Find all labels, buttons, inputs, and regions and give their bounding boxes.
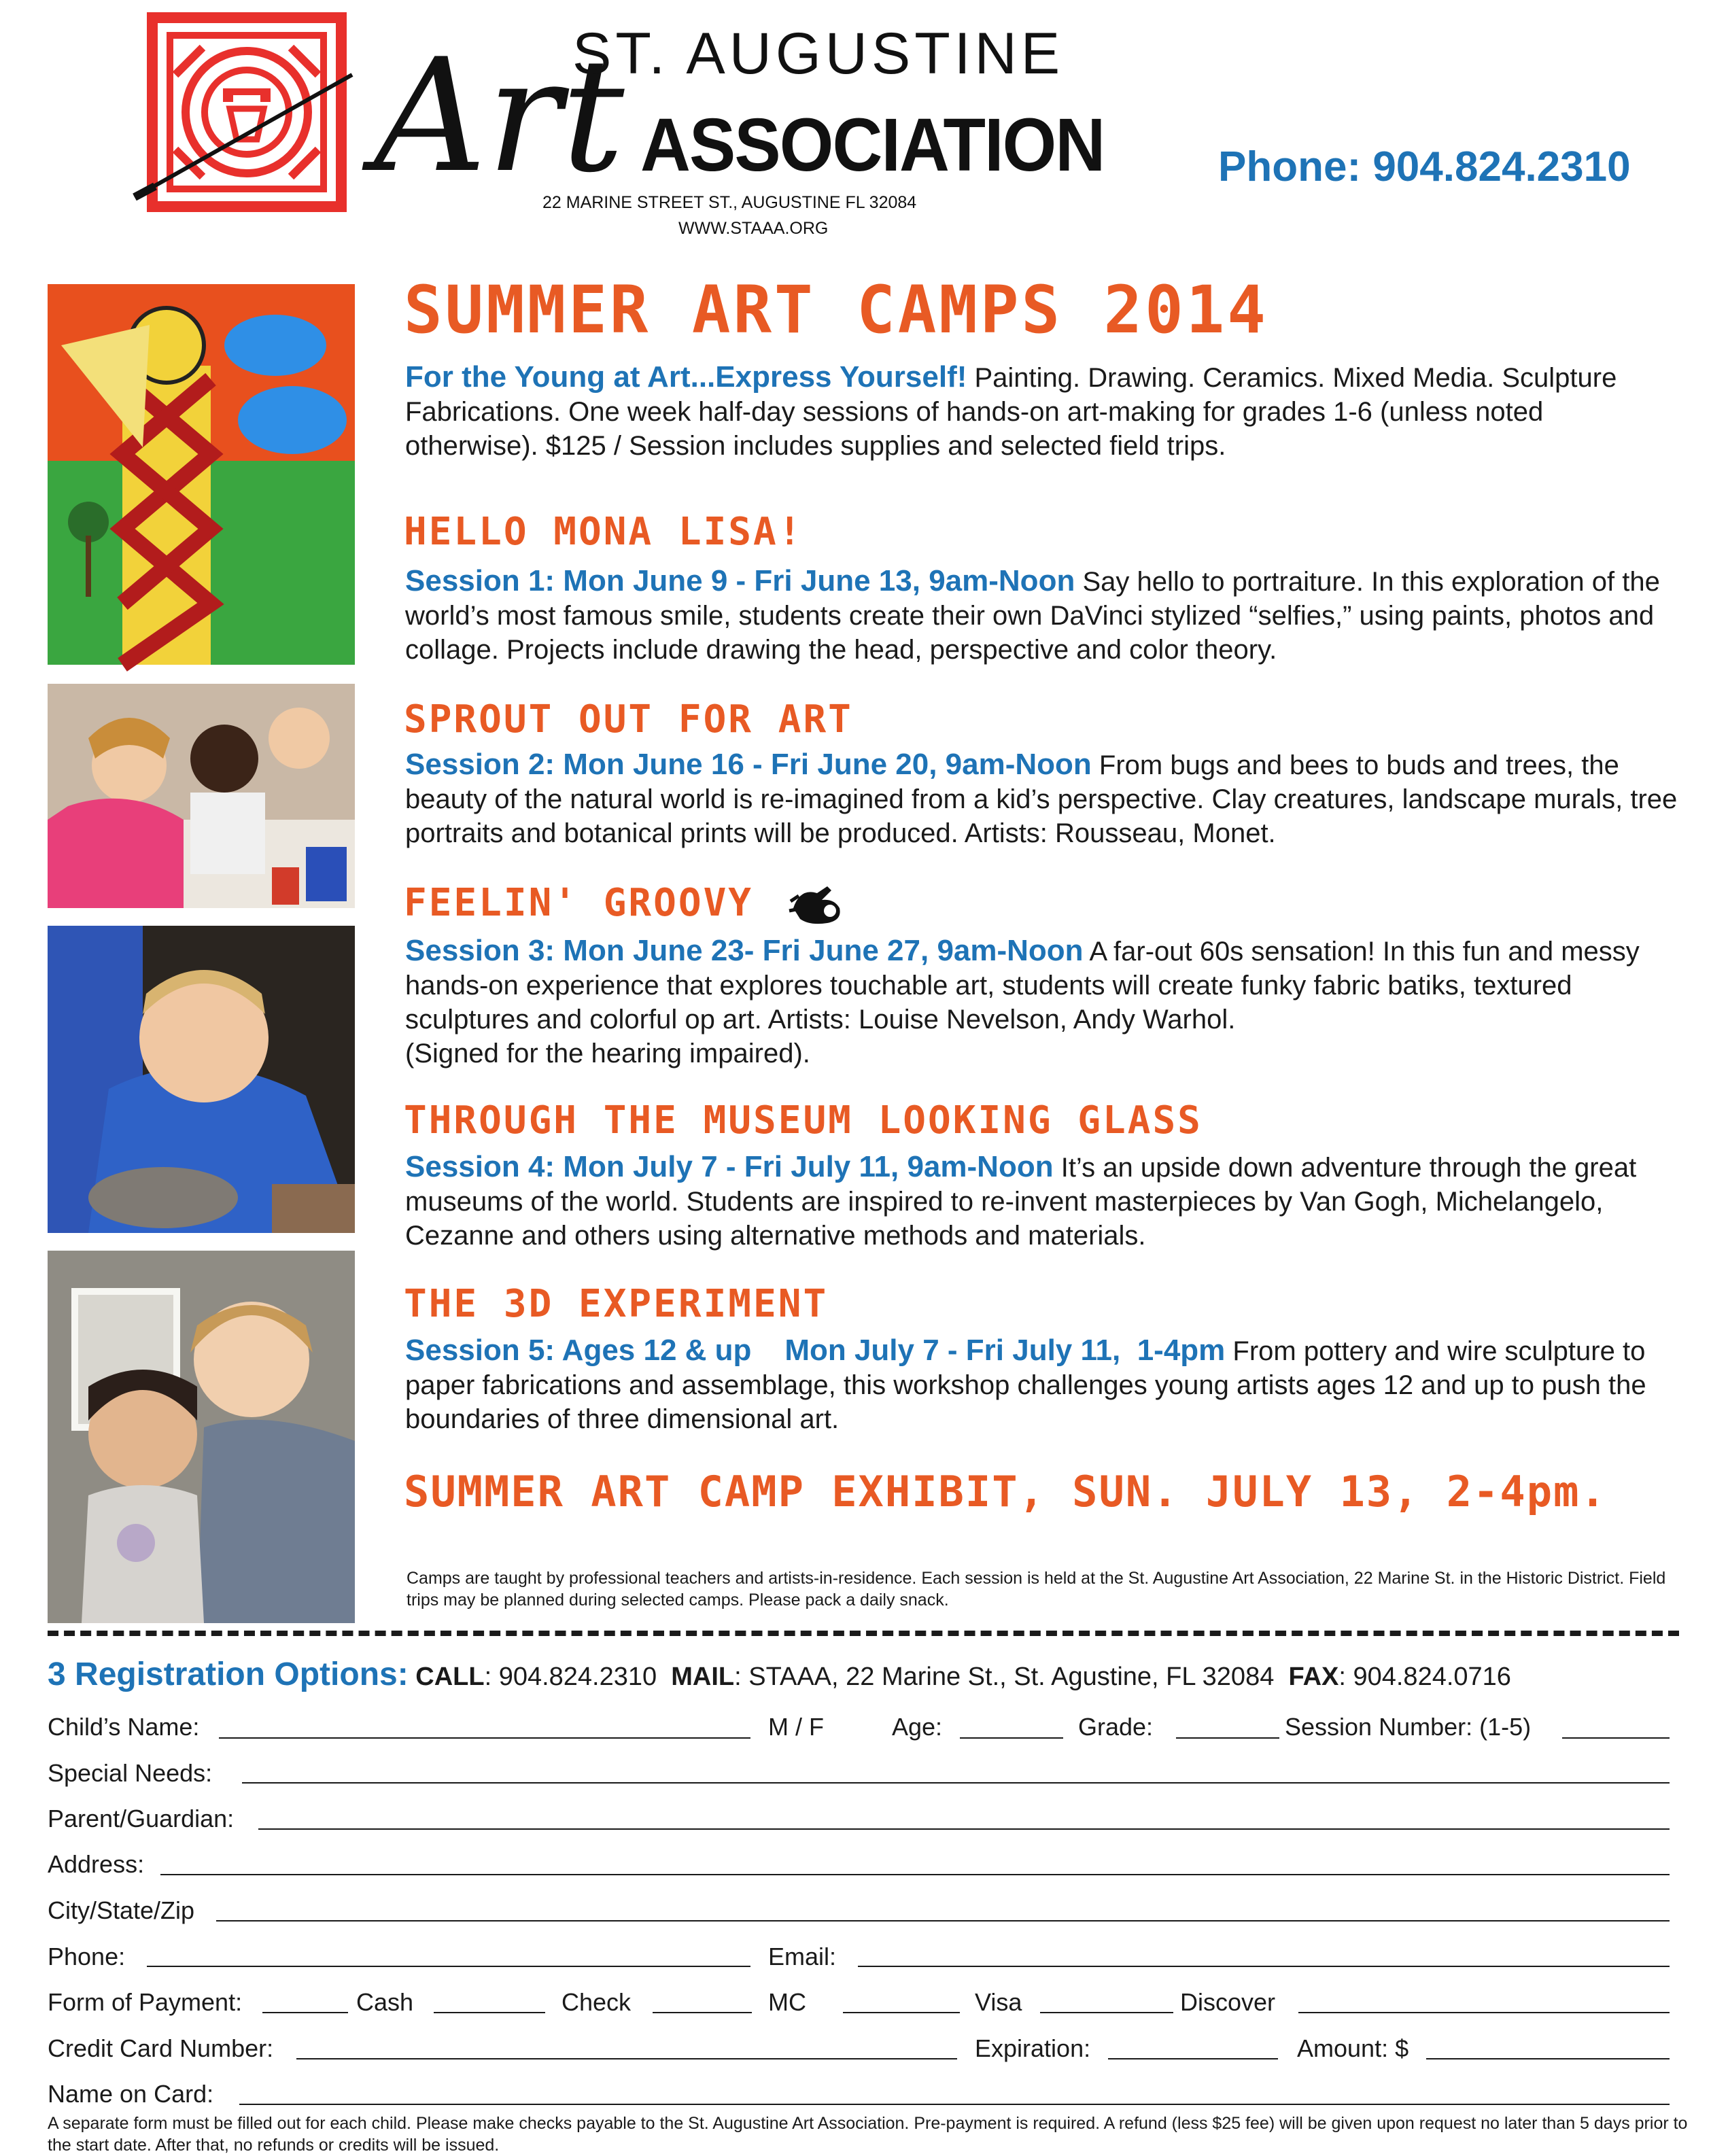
intro-text: Painting. Drawing. Ceramics. Mixed Media. Sculpture Fabrications. One week half-day sessions of hands-on art-making for grades 1-6 (unless noted otherwise). $125 / Session includes supplies and selected field trips. (405, 363, 1617, 461)
session-2-description (405, 748, 1683, 850)
session-1-dates: Session 1: Mon June 9 - Fri June 13, 9am-Noon (405, 564, 1075, 597)
boy-smiling-photo (48, 926, 355, 1233)
child-name-field[interactable] (219, 1737, 750, 1739)
session-5-description (405, 1334, 1683, 1436)
cash-label: Cash (356, 1988, 414, 2016)
check-label: Check (561, 1988, 632, 2016)
discover-field[interactable] (1298, 2012, 1670, 2013)
grade-label: Grade: (1078, 1713, 1154, 1741)
age-label: Age: (892, 1713, 943, 1741)
session-2-heading: SPROUT OUT FOR ART (404, 697, 853, 742)
check-checkbox-line[interactable] (434, 2012, 545, 2013)
child-painting-photo (48, 284, 355, 665)
parent-guardian-field[interactable] (258, 1828, 1670, 1830)
registration-options (48, 1656, 1511, 1693)
discover-label: Discover (1180, 1988, 1276, 2016)
child-name-label: Child’s Name: (48, 1713, 200, 1741)
header-phone: Phone: 904.824.2310 (1218, 143, 1631, 190)
special-needs-field[interactable] (242, 1782, 1670, 1784)
session-2-text: From bugs and bees to buds and trees, the beauty of the natural world is re-imagined from a kid’s perspective. Clay creatures, landscape murals, tree portraits and botanical prints will be produced. Artists: Rousseau, Monet. (405, 750, 1678, 848)
cut-line-divider (48, 1631, 1679, 1636)
session-5-dates: Session 5: Ages 12 & up Mon July 7 - Fri July 11, 1-4pm (405, 1334, 1226, 1367)
email-field[interactable] (858, 1966, 1670, 1967)
payment-label: Form of Payment: (48, 1988, 243, 2016)
age-field[interactable] (960, 1737, 1063, 1739)
registration-title: 3 Registration Options: (48, 1656, 409, 1692)
address-field[interactable] (160, 1874, 1670, 1875)
session-5-text: From pottery and wire sculpture to paper fabrications and assemblage, this workshop challenges young artists ages 12 and up to push the boundaries of three dimensional art. (405, 1336, 1646, 1434)
session-4-dates: Session 4: Mon July 7 - Fri July 11, 9am-Noon (405, 1150, 1054, 1183)
cc-number-label: Credit Card Number: (48, 2034, 274, 2062)
org-address: 22 MARINE STREET ST., AUGUSTINE FL 32084 (542, 193, 917, 212)
org-website[interactable]: WWW.STAAA.ORG (678, 219, 829, 238)
phone-field[interactable] (147, 1966, 750, 1967)
org-name-line1: ST. AUGUSTINE (572, 21, 1065, 86)
fax-value: : 904.824.0716 (1338, 1663, 1511, 1691)
phone-label: Phone: (48, 1943, 126, 1970)
sign-language-hand-icon (787, 881, 852, 928)
org-name-line2: ASSOCIATION (640, 103, 1105, 187)
camp-footnote: Camps are taught by professional teachers and artists-in-residence. Each session is held at the St. Augustine Art Association, 22 Marine St. in the Historic District. Field trips may be planned during selected camps. Please pack a daily snack. (407, 1569, 1666, 1610)
session-4-description (405, 1150, 1683, 1253)
name-on-card-label: Name on Card: (48, 2080, 214, 2108)
call-label: CALL (415, 1663, 485, 1691)
name-on-card-field[interactable] (239, 2104, 1670, 2105)
art-script-text: Art (374, 26, 625, 207)
session-3-heading-text: FEELIN' GROOVY (404, 881, 754, 925)
call-value: : 904.824.2310 (484, 1663, 672, 1691)
session-number-label: Session Number: (1-5) (1285, 1713, 1532, 1741)
amount-field[interactable] (1426, 2058, 1670, 2059)
parent-guardian-label: Parent/Guardian: (48, 1805, 235, 1832)
session-4-heading: THROUGH THE MUSEUM LOOKING GLASS (404, 1098, 1203, 1143)
session-1-description (405, 564, 1683, 667)
expiration-field[interactable] (1108, 2058, 1278, 2059)
cc-number-field[interactable] (296, 2058, 957, 2059)
visa-checkbox-line[interactable] (843, 2012, 960, 2013)
fax-label: FAX (1288, 1663, 1339, 1691)
session-1-heading: HELLO MONA LISA! (404, 510, 803, 554)
special-needs-label: Special Needs: (48, 1759, 213, 1787)
kids-drawing-photo (48, 684, 355, 908)
lion-logo-icon (135, 14, 366, 211)
amount-label: Amount: $ (1297, 2034, 1409, 2062)
mc-checkbox-line[interactable] (653, 2012, 752, 2013)
registration-disclaimer: A separate form must be filled out for each child. Please make checks payable to the St. Augustine Art Association. Pre-payment is required. A refund (less $25 fee) will be given upon request no later than 5 days prior to the start date. After that, no refunds or credits will be issued. (48, 2114, 1688, 2155)
intro-paragraph (405, 360, 1683, 463)
session-4-text: It’s an upside down adventure through the great museums of the world. Students are inspired to re-invent masterpieces by Van Gogh, Michelangelo, Cezanne and others using alternative methods and materials. (405, 1153, 1637, 1251)
session-3-heading (404, 881, 852, 928)
session-3-text: A far-out 60s sensation! In this fun and messy hands-on experience that explores touchable art, students will create funky fabric batiks, textured sculptures and colorful op art. Artists: Louise Nevelson, Andy Warhol. (405, 937, 1640, 1034)
page-title: SUMMER ART CAMPS 2014 (404, 272, 1268, 348)
city-state-zip-field[interactable] (216, 1920, 1670, 1922)
intro-lead: For the Young at Art...Express Yourself! (405, 360, 967, 394)
discover-checkbox-line[interactable] (1040, 2012, 1173, 2013)
mc-label: MC (768, 1988, 806, 2016)
girl-and-teacher-photo (48, 1251, 355, 1623)
session-5-heading: THE 3D EXPERIMENT (404, 1282, 829, 1326)
mail-value: : STAAA, 22 Marine St., St. Agustine, FL 32084 (734, 1663, 1289, 1691)
art-script-logo (367, 14, 625, 211)
exhibit-announcement: SUMMER ART CAMP EXHIBIT, SUN. JULY 13, 2-4pm. (404, 1467, 1607, 1516)
session-3-note: (Signed for the hearing impaired). (405, 1039, 810, 1068)
visa-label: Visa (975, 1988, 1022, 2016)
session-3-dates: Session 3: Mon June 23- Fri June 27, 9am-Noon (405, 934, 1084, 967)
address-label: Address: (48, 1850, 145, 1878)
mail-label: MAIL (671, 1663, 735, 1691)
session-1-text: Say hello to portraiture. In this exploration of the world’s most famous smile, students create their own DaVinci stylized “selfies,” using paints, photos and collage. Projects include drawing the head, perspective and color theory. (405, 567, 1660, 665)
expiration-label: Expiration: (975, 2034, 1091, 2062)
session-2-dates: Session 2: Mon June 16 - Fri June 20, 9am-Noon (405, 748, 1092, 781)
email-label: Email: (768, 1943, 837, 1970)
session-number-field[interactable] (1562, 1737, 1670, 1739)
city-state-zip-label: City/State/Zip (48, 1896, 195, 1924)
session-3-description (405, 934, 1683, 1071)
sex-label: M / F (768, 1713, 824, 1741)
cash-checkbox-line[interactable] (262, 2012, 348, 2013)
grade-field[interactable] (1176, 1737, 1279, 1739)
